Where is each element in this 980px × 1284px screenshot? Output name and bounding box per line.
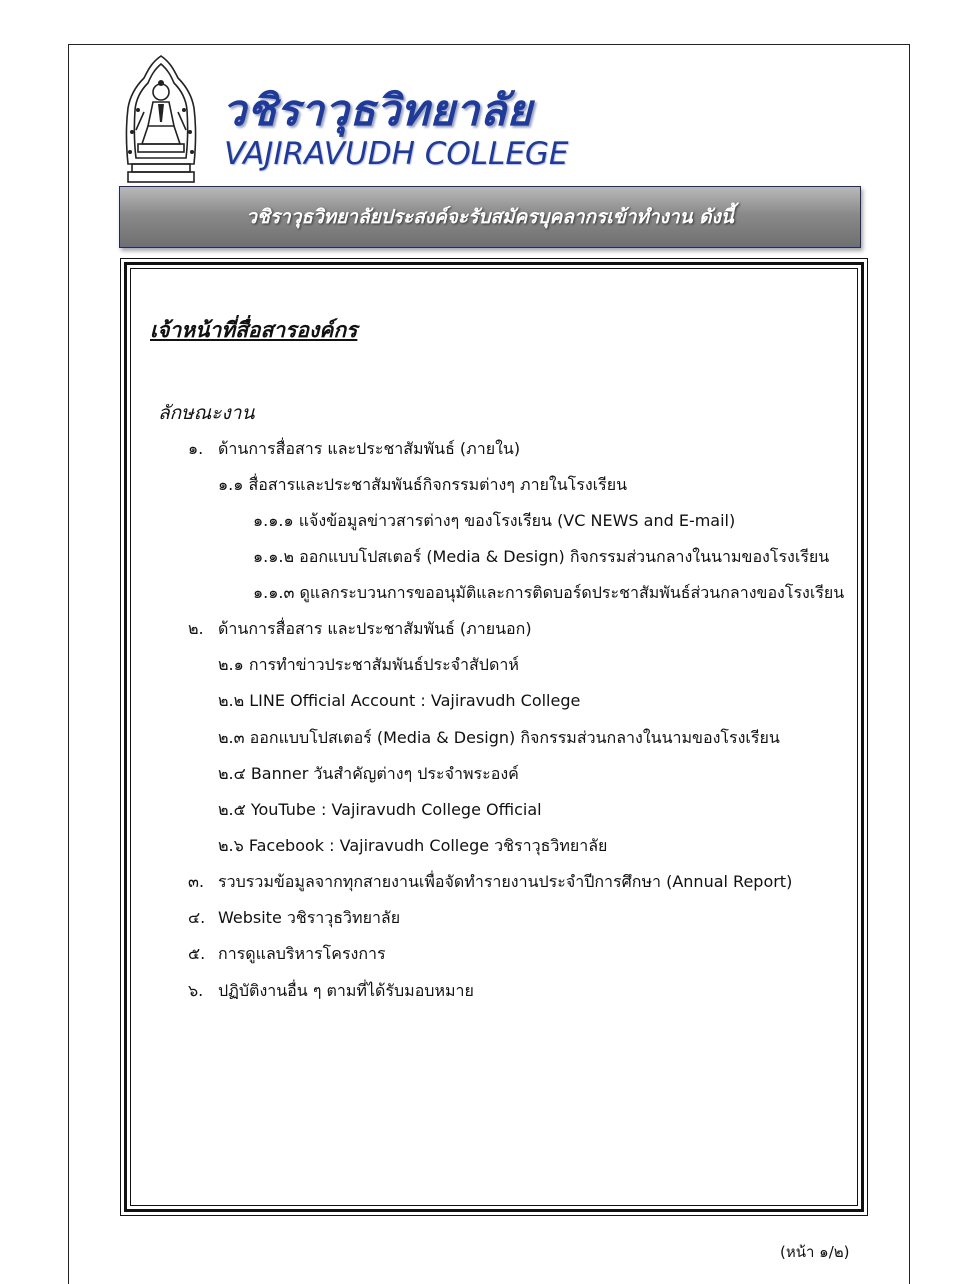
page-number: (หน้า ๑/๒) — [780, 1243, 850, 1261]
duty-number: ๓. — [188, 872, 205, 891]
duty-number: ๑. — [188, 439, 204, 458]
duty-item: ๒.๕ YouTube : Vajiravudh College Official — [218, 800, 542, 819]
duty-number: ๖. — [188, 981, 204, 1000]
duty-number: ๒. — [188, 619, 204, 638]
college-name-english: VAJIRAVUDH COLLEGE — [224, 136, 569, 172]
duty-number: ๔. — [188, 908, 206, 927]
college-name-thai: วชิราวุธวิทยาลัย — [222, 86, 533, 136]
section-heading: ลักษณะงาน — [158, 402, 255, 424]
school-emblem-icon — [118, 52, 204, 186]
duty-text: ด้านการสื่อสาร และประชาสัมพันธ์ (ภายนอก) — [218, 619, 532, 638]
duty-text: Website วชิราวุธวิทยาลัย — [218, 908, 401, 927]
duty-number: ๕. — [188, 944, 206, 963]
duty-item: ๑.๑.๑ แจ้งข้อมูลข่าวสารต่างๆ ของโรงเรียน (VC NEWS and E-mail) — [253, 511, 736, 530]
duty-item: ๒.๒ LINE Official Account : Vajiravudh College — [218, 691, 581, 710]
duty-item: ๒.๓ ออกแบบโปสเตอร์ (Media & Design) กิจกรรมส่วนกลางในนามของโรงเรียน — [218, 728, 780, 747]
duty-item: ๒.๖ Facebook : Vajiravudh College วชิราวุธวิทยาลัย — [218, 836, 608, 855]
duty-item: ๑.๑.๒ ออกแบบโปสเตอร์ (Media & Design) กิจกรรมส่วนกลางในนามของโรงเรียน — [253, 547, 830, 566]
duty-item: ๒.๔ Banner วันสำคัญต่างๆ ประจำพระองค์ — [218, 764, 519, 783]
duty-text: การดูแลบริหารโครงการ — [218, 944, 386, 963]
duty-text: ด้านการสื่อสาร และประชาสัมพันธ์ (ภายใน) — [218, 439, 521, 458]
job-title: เจ้าหน้าที่สื่อสารองค์กร — [150, 318, 358, 342]
duty-text: รวบรวมข้อมูลจากทุกสายงานเพื่อจัดทำรายงานประจำปีการศึกษา (Annual Report) — [218, 872, 793, 891]
duty-text: ปฏิบัติงานอื่น ๆ ตามที่ได้รับมอบหมาย — [218, 981, 474, 1000]
announcement-banner — [119, 186, 861, 248]
duty-item: ๑.๑ สื่อสารและประชาสัมพันธ์กิจกรรมต่างๆ ภายในโรงเรียน — [218, 475, 628, 494]
duty-item: ๑.๑.๓ ดูแลกระบวนการขออนุมัติและการติดบอร์ดประชาสัมพันธ์ส่วนกลางของโรงเรียน — [253, 583, 845, 602]
duty-item: ๒.๑ การทำข่าวประชาสัมพันธ์ประจำสัปดาห์ — [218, 655, 519, 674]
announcement-text: วชิราวุธวิทยาลัยประสงค์จะรับสมัครบุคลากรเข้าทำงาน ดังนี้ — [246, 206, 734, 228]
